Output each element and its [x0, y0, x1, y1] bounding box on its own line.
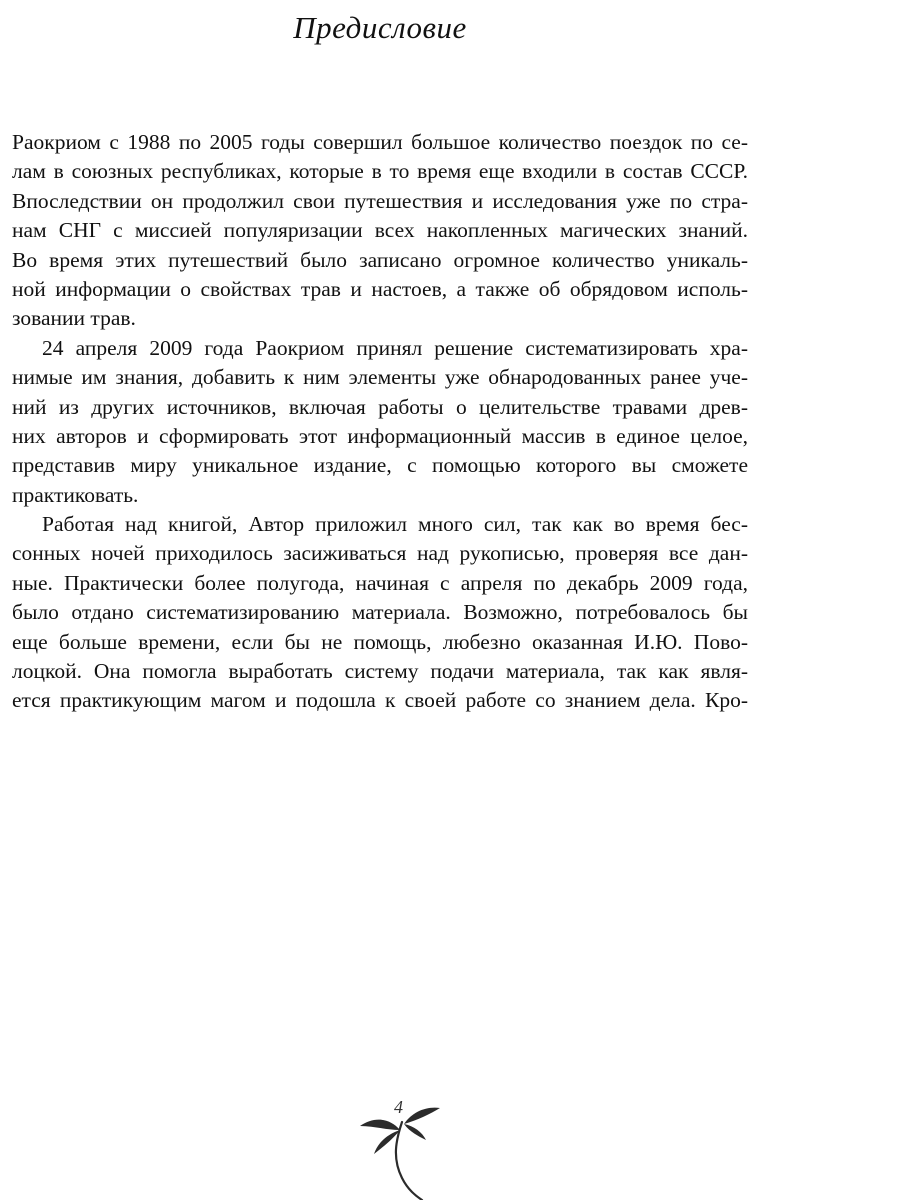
text-line: было отдано систематизированию материала. Возможно, потребовалось бы — [12, 600, 748, 625]
text-line: 24 апреля 2009 года Раокриом принял решение систематизировать хра- — [42, 335, 748, 360]
text-line: лоцкой. Она помогла выработать систему подачи материала, так как явля- — [12, 659, 748, 684]
body-text — [12, 128, 748, 716]
text-line: представив миру уникальное издание, с помощью которого вы сможете — [12, 453, 748, 478]
text-line: них авторов и сформировать этот информационный массив в единое целое, — [12, 423, 748, 448]
text-line: Раокриом с 1988 по 2005 годы совершил большое количество поездок по се- — [12, 130, 748, 154]
text-line: Впоследствии он продолжил свои путешествия и исследования уже по стра- — [12, 188, 748, 213]
text-line: лам в союзных республиках, которые в то время еще входили в состав СССР. — [12, 159, 748, 184]
text-line: нам СНГ с миссией популяризации всех накопленных магических знаний. — [12, 218, 748, 243]
text-line: Работая над книгой, Автор приложил много сил, так как во время бес- — [42, 512, 748, 537]
text-line: зовании трав. — [12, 306, 136, 331]
text-line: еще больше времени, если бы не помощь, любезно оказанная И.Ю. Пово- — [12, 629, 748, 654]
page-title: Предисловие — [293, 10, 467, 45]
text-line: нимые им знания, добавить к ним элементы уже обнародованных ранее уче- — [12, 365, 748, 390]
text-line: ется практикующим магом и подошла к своей работе со знанием дела. Кро- — [12, 688, 748, 713]
text-line: ные. Практически более полугода, начиная с апреля по декабрь 2009 года, — [12, 570, 748, 595]
text-line: ной информации о свойствах трав и настоев, а также об обрядовом исполь- — [12, 276, 748, 301]
text-line: ний из других источников, включая работы о целительстве травами древ- — [12, 394, 748, 419]
text-line: Во время этих путешествий было записано огромное количество уникаль- — [12, 247, 748, 272]
text-line: сонных ночей приходилось засиживаться над рукописью, проверяя все дан- — [12, 541, 748, 566]
page-number: 4 — [394, 1097, 403, 1117]
text-line: практиковать. — [12, 482, 139, 507]
